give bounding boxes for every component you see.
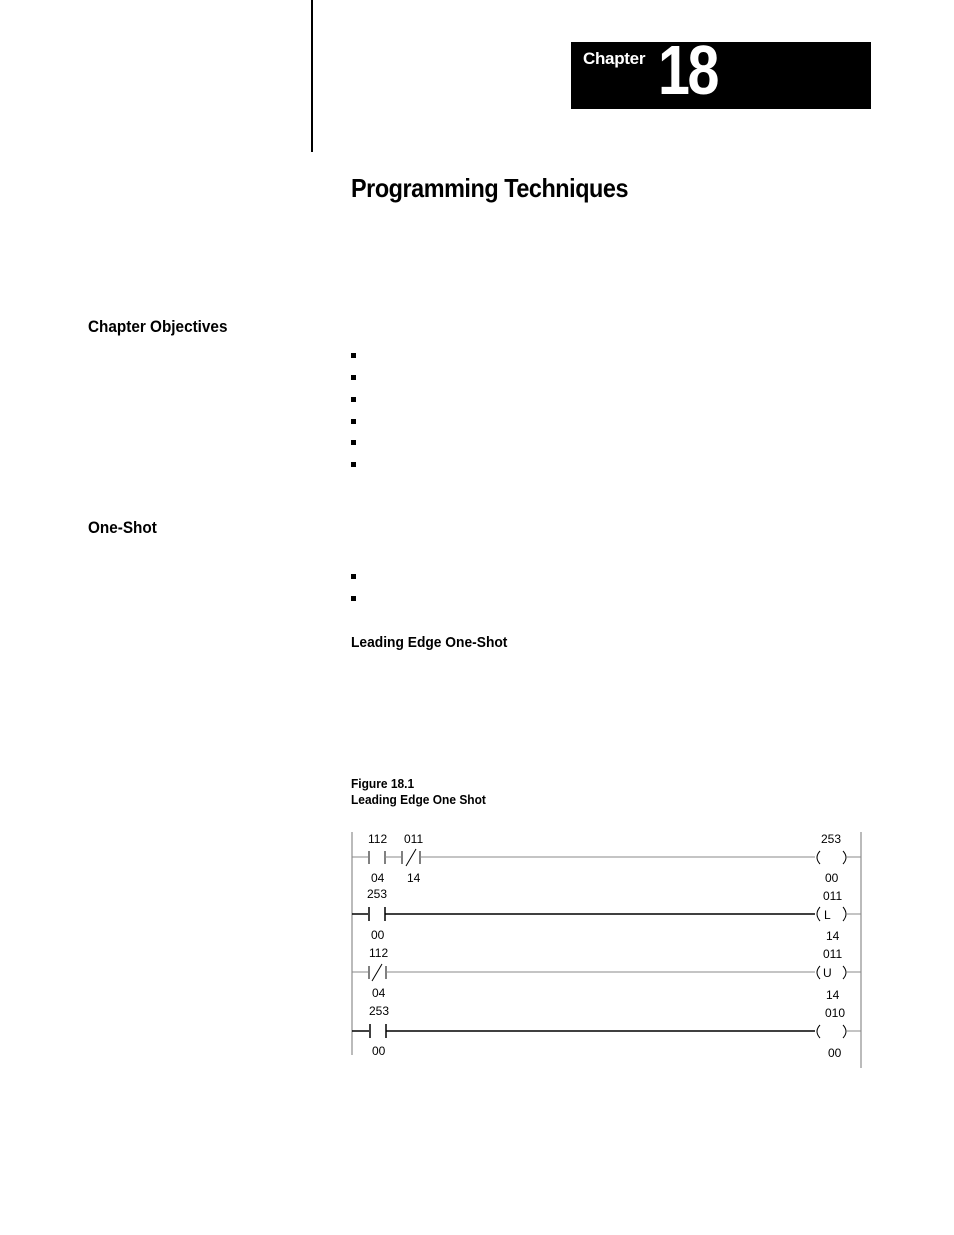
coil-253-00 [817, 851, 820, 864]
section-heading-one-shot: One-Shot [88, 518, 157, 537]
coil-letter: L [824, 908, 831, 922]
rung-4 [352, 1024, 861, 1038]
coil-word-label: 011 [823, 889, 843, 903]
contact-word-label: 112 [368, 832, 388, 846]
rung-1 [352, 849, 861, 866]
chapter-number: 18 [658, 31, 717, 109]
coil-word-label: 253 [821, 832, 842, 846]
coil-011-14-latch [817, 907, 820, 921]
contact-bit-label: 04 [372, 986, 386, 1000]
coil-bit-label: 00 [825, 871, 839, 885]
coil-010-00 [817, 1025, 820, 1038]
page-title: Programming Techniques [351, 173, 629, 203]
contact-bit-label: 04 [371, 871, 385, 885]
rung-3 [352, 964, 861, 981]
coil-bit-label: 14 [826, 929, 840, 943]
coil-word-label: 010 [825, 1006, 846, 1020]
contact-bit-label: 00 [372, 1044, 386, 1058]
contact-bit-label: 00 [371, 928, 385, 942]
contact-bit-label: 14 [407, 871, 421, 885]
contact-word-label: 253 [369, 1004, 390, 1018]
contact-word-label: 011 [404, 832, 424, 846]
coil-011-14-unlatch [817, 966, 820, 979]
coil-bit-label: 00 [828, 1046, 842, 1060]
coil-word-label: 011 [823, 947, 843, 961]
figure-title: Leading Edge One Shot [351, 792, 486, 807]
rung-2 [352, 907, 861, 921]
coil-letter: U [823, 966, 832, 980]
contact-word-label: 253 [367, 887, 388, 901]
section-heading-objectives: Chapter Objectives [88, 317, 228, 336]
subsection-heading: Leading Edge One-Shot [351, 634, 508, 651]
figure-number: Figure 18.1 [351, 776, 415, 791]
chapter-label: Chapter [583, 49, 646, 68]
coil-bit-label: 14 [826, 988, 840, 1002]
contact-word-label: 112 [369, 946, 389, 960]
